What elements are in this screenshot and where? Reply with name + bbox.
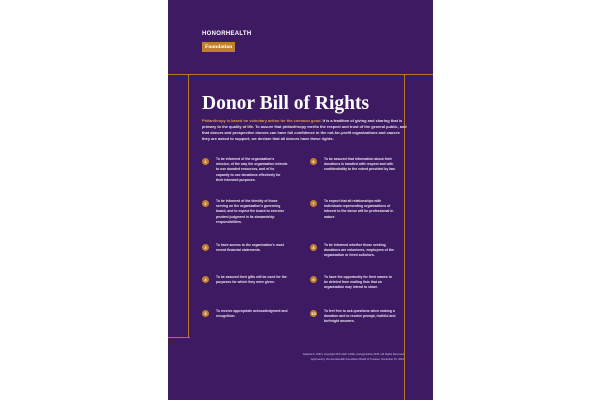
right-number-badge: 2: [202, 200, 209, 207]
right-number-badge: 1: [202, 158, 209, 165]
right-text: To have access to the organization's most recent financial statements.: [216, 243, 284, 253]
right-number-badge: 9: [310, 276, 317, 283]
frame-line-top: [168, 74, 433, 75]
right-number-badge: 6: [310, 158, 317, 165]
footer-credits: [204, 353, 404, 362]
right-text: To feel free to ask questions when making a donation and to receive prompt, truthful and forthright answers.: [324, 309, 396, 324]
intro-body: It is a tradition of giving and sharing that is primary to the quality of life. To assure that philanthropy merits the respect and trust of the general public, and that donors and prospective donors can have full confidence in the not-for-profit organizations and causes they are asked to support, we declare that all donors have these rights:: [202, 118, 407, 141]
right-number-badge: 4: [202, 276, 209, 283]
right-text: To expect that all relationships with individuals representing organizations of interest to the donor will be professional in nature.: [324, 199, 394, 219]
page-title: Donor Bill of Rights: [202, 93, 370, 114]
right-number-badge: 7: [310, 200, 317, 207]
right-text: To be informed of the organization's mission, of the way the organization intends to use donated resources, and of its capacity to use donations effectively for their intended purposes.: [216, 157, 288, 182]
frame-line-bottom: [168, 337, 190, 338]
footer-approval: Approved by the HonorHealth Foundation Board of Trustees, November 10, 2019: [310, 357, 404, 361]
rights-list: [202, 158, 407, 326]
brand-logo-text: HONORHEALTH: [202, 31, 252, 37]
intro-paragraph: [202, 118, 407, 142]
brand-foundation-badge: Foundation: [202, 42, 235, 52]
right-text: To be informed whether those seeking donations are volunteers, employees of the organization or hired solicitors.: [324, 243, 394, 258]
right-number-badge: 8: [310, 244, 317, 251]
footer-copyright: Adapted in 1993 | Copyright AFP, AHP, CASE, GivingInstitute 2015 | All Rights Reserved: [302, 353, 404, 356]
right-text: To be informed of the identity of those serving on the organization's governing board, and to expect the board to exercise prudent judgment in its stewardship responsibilities.: [216, 199, 285, 224]
intro-lead: Philanthropy is based on voluntary action for the common good.: [202, 118, 322, 123]
right-text: To receive appropriate acknowledgment and recognition.: [216, 309, 288, 319]
document-page: [168, 0, 433, 400]
right-number-badge: 5: [202, 310, 209, 317]
right-text: To be assured that information about their donations is handled with respect and with confidentiality to the extent provided by law.: [324, 157, 396, 172]
right-text: To be assured their gifts will be used for the purposes for which they were given.: [216, 275, 287, 285]
right-number-badge: 3: [202, 244, 209, 251]
right-text: To have the opportunity for their names to be deleted from mailing lists that an organization may intend to share.: [324, 275, 392, 290]
right-number-badge: 10: [311, 311, 316, 316]
frame-line-left: [188, 74, 189, 337]
